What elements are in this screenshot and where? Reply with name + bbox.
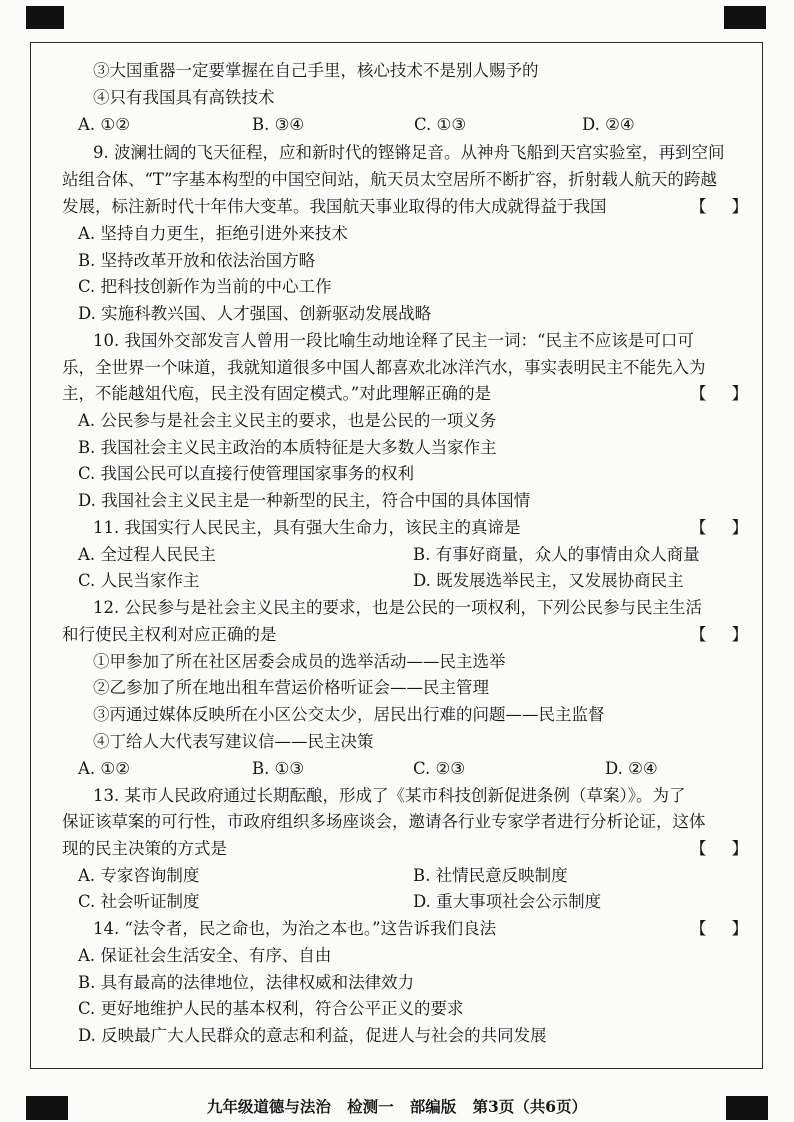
q9-option-b: B. 坚持改革开放和依法治国方略 — [78, 251, 316, 270]
answer-bracket: 【 】 — [690, 197, 748, 216]
registration-mark — [724, 6, 766, 29]
q10-option-a: A. 公民参与是社会主义民主的要求，也是公民的一项义务 — [78, 411, 497, 430]
q9-option-c: C. 把科技创新作为当前的中心工作 — [78, 277, 332, 296]
q8-option-a: A. ①② — [78, 115, 130, 134]
q13-option-d: D. 重大事项社会公示制度 — [413, 892, 602, 911]
q11-stem: 11. 我国实行人民民主，具有强大生命力，该民主的真谛是 — [93, 518, 521, 537]
q12-option-b: B. ①③ — [252, 759, 305, 778]
q10-stem: 10. 我国外交部发言人曾用一段比喻生动地诠释了民主一词：“民主不应该是可口可 — [93, 331, 694, 350]
q14-stem: 14. “法令者，民之命也，为治之本也。”这告诉我们良法 — [93, 919, 497, 938]
q8-option-d: D. ②④ — [582, 115, 635, 134]
q12-statement-4: ④丁给人大代表写建议信——民主决策 — [93, 732, 374, 751]
q10-option-b: B. 我国社会主义民主政治的本质特征是大多数人当家作主 — [78, 438, 497, 457]
q11-option-d: D. 既发展选举民主，又发展协商民主 — [413, 571, 684, 590]
q11-option-a: A. 全过程人民民主 — [78, 545, 216, 564]
answer-bracket: 【 】 — [690, 384, 748, 403]
q10-stem-3: 主，不能越俎代庖，民主没有固定模式。”对此理解正确的是 — [62, 384, 492, 403]
q14-option-b: B. 具有最高的法律地位，法律权威和法律效力 — [78, 973, 415, 992]
q8-option-c: C. ①③ — [414, 115, 467, 134]
q8-option-b: B. ③④ — [252, 115, 305, 134]
q12-statement-3: ③丙通过媒体反映所在小区公交太少，居民出行难的问题——民主监督 — [93, 705, 605, 724]
q11-option-b: B. 有事好商量，众人的事情由众人商量 — [413, 545, 700, 564]
answer-bracket: 【 】 — [690, 839, 748, 858]
q14-option-c: C. 更好地维护人民的基本权利，符合公平正义的要求 — [78, 999, 464, 1018]
q13-stem-3: 现的民主决策的方式是 — [62, 839, 227, 858]
q13-option-c: C. 社会听证制度 — [78, 892, 200, 911]
q8-statement-3: ③大国重器一定要掌握在自己手里，核心技术不是别人赐予的 — [93, 61, 539, 80]
q12-option-c: C. ②③ — [413, 759, 466, 778]
q12-stem-2: 和行使民主权利对应正确的是 — [62, 625, 277, 644]
q9-option-a: A. 坚持自力更生，拒绝引进外来技术 — [78, 224, 348, 243]
q10-option-c: C. 我国公民可以直接行使管理国家事务的权利 — [78, 464, 415, 483]
page-footer: 九年级道德与法治 检测一 部编版 第3页（共6页） — [206, 1097, 588, 1116]
q9-stem-3: 发展，标注新时代十年伟大变革。我国航天事业取得的伟大成就得益于我国 — [62, 197, 607, 216]
answer-bracket: 【 】 — [690, 518, 748, 537]
q12-option-a: A. ①② — [78, 759, 130, 778]
q13-option-a: A. 专家咨询制度 — [78, 866, 200, 885]
q8-statement-4: ④只有我国具有高铁技术 — [93, 88, 275, 107]
q13-stem: 13. 某市人民政府通过长期酝酿，形成了《某市科技创新促进条例（草案）》。为了 — [93, 786, 686, 805]
q13-stem-2: 保证该草案的可行性，市政府组织多场座谈会，邀请各行业专家学者进行分析论证，这体 — [62, 812, 706, 831]
q9-stem-2: 站组合体、“T”字基本构型的中国空间站，航天员太空居所不断扩容，折射载人航天的跨越 — [62, 170, 717, 189]
q13-option-b: B. 社情民意反映制度 — [413, 866, 568, 885]
q9-option-d: D. 实施科教兴国、人才强国、创新驱动发展战略 — [78, 304, 432, 323]
q10-option-d: D. 我国社会主义民主是一种新型的民主，符合中国的具体国情 — [78, 491, 531, 510]
q12-statement-2: ②乙参加了所在地出租车营运价格听证会——民主管理 — [93, 678, 489, 697]
q10-stem-2: 乐，全世界一个味道，我就知道很多中国人都喜欢北冰洋汽水，事实表明民主不能先入为 — [62, 358, 706, 377]
answer-bracket: 【 】 — [690, 919, 748, 938]
q12-statement-1: ①甲参加了所在社区居委会成员的选举活动——民主选举 — [93, 652, 506, 671]
q12-option-d: D. ②④ — [605, 759, 658, 778]
q14-option-a: A. 保证社会生活安全、有序、自由 — [78, 946, 332, 965]
registration-mark — [26, 6, 64, 29]
q14-option-d: D. 反映最广大人民群众的意志和利益，促进人与社会的共同发展 — [78, 1026, 547, 1045]
q11-option-c: C. 人民当家作主 — [78, 571, 200, 590]
q12-stem: 12. 公民参与是社会主义民主的要求，也是公民的一项权利，下列公民参与民主生活 — [93, 598, 702, 617]
q9-stem: 9. 波澜壮阔的飞天征程，应和新时代的铿锵足音。从神舟飞船到天宫实验室，再到空间 — [93, 143, 725, 162]
answer-bracket: 【 】 — [690, 625, 748, 644]
